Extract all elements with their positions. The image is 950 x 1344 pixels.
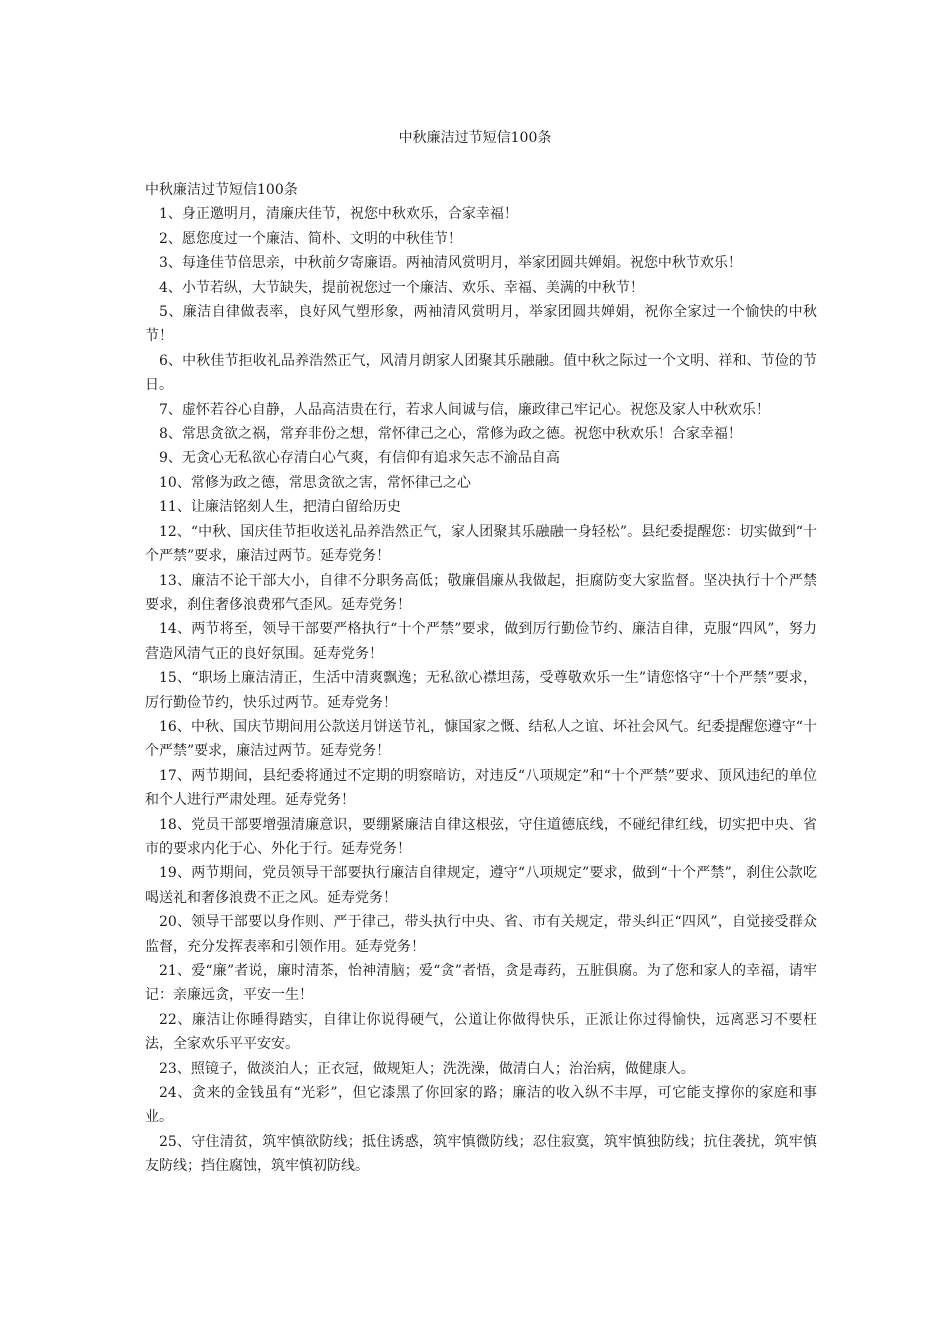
document-title: 中秋廉洁过节短信100条 (398, 130, 552, 146)
list-item: 4、小节若纵，大节缺失，提前祝您过一个廉洁、欢乐、幸福、美满的中秋节！ (159, 279, 644, 296)
list-item: 5、廉洁自律做表率，良好风气塑形象，两袖清风赏明月，举家团圆共婵娟，祝你全家过一个愉快的中秋节！ (145, 304, 817, 345)
list-item: 7、虚怀若谷心自静，人品高洁贵在行，若求人间诚与信，廉政律己牢记心。祝您及家人中秋欢乐！ (159, 401, 770, 418)
list-item: 3、每逢佳节倍思亲，中秋前夕寄廉语。两袖清风赏明月，举家团圆共婵娟。祝您中秋节欢乐！ (159, 255, 742, 272)
list-item: 23、照镜子，做淡泊人；正衣冠，做规矩人；洗洗澡，做清白人；治治病，做健康人。 (159, 1060, 695, 1077)
list-item: 16、中秋、国庆节期间用公款送月饼送节礼，慷国家之慨、结私人之谊、坏社会风气。纪委提醒您遵守“十个严禁”要求，廉洁过两节。延寿党务！ (145, 718, 817, 760)
list-item: 12、“中秋、国庆佳节拒收送礼品养浩然正气，家人团聚其乐融融一身轻松”。县纪委提醒您：切实做到“十个严禁”要求，廉洁过两节。延寿党务！ (145, 523, 817, 565)
message-list (145, 202, 817, 1178)
list-item: 19、两节期间，党员领导干部要执行廉洁自律规定，遵守“八项规定”要求，做到“十个严禁”，刹住公款吃喝送礼和奢侈浪费不正之风。延寿党务！ (145, 865, 817, 906)
section-heading: 中秋廉洁过节短信100条 (145, 182, 298, 198)
list-item: 22、廉洁让你睡得踏实，自律让你说得硬气，公道让你做得快乐，正派让你过得愉快，远离恶习不要枉法，全家欢乐平平安安。 (145, 1011, 817, 1053)
list-item: 21、爱“廉”者说，廉时清茶，怡神清脑；爱“贪”者悟，贪是毒药，五脏俱腐。为了您和家人的幸福，请牢记：亲廉远贪，平安一生！ (145, 963, 817, 1004)
list-item: 11、让廉洁铭刻人生，把清白留给历史 (159, 499, 401, 516)
list-item: 1、身正邀明月，清廉庆佳节，祝您中秋欢乐，合家幸福！ (159, 206, 518, 223)
list-item: 2、愿您度过一个廉洁、简朴、文明的中秋佳节！ (159, 230, 462, 247)
list-item: 9、无贪心无私欲心存清白心气爽，有信仰有追求矢志不渝品自高 (159, 450, 560, 467)
document-body (145, 178, 817, 1179)
list-item: 6、中秋佳节拒收礼品养浩然正气，风清月朗家人团聚其乐融融。值中秋之际过一个文明、祥和、节俭的节日。 (145, 352, 817, 394)
list-item: 20、领导干部要以身作则、严于律己，带头执行中央、省、市有关规定，带头纠正“四风”，自觉接受群众监督，充分发挥表率和引领作用。延寿党务！ (145, 914, 817, 955)
list-item: 18、党员干部要增强清廉意识，要绷紧廉洁自律这根弦，守住道德底线，不碰纪律红线，切实把中央、省市的要求内化于心、外化于行。延寿党务！ (145, 816, 817, 857)
list-item: 14、两节将至，领导干部要严格执行“十个严禁”要求，做到厉行勤俭节约、廉洁自律，克服“四风”，努力营造风清气正的良好氛围。延寿党务！ (145, 621, 817, 662)
list-item: 25、守住清贫，筑牢慎欲防线；抵住诱惑，筑牢慎微防线；忍住寂寞，筑牢慎独防线；抗住袭扰，筑牢慎友防线；挡住腐蚀，筑牢慎初防线。 (145, 1133, 817, 1175)
list-item: 24、贪来的金钱虽有“光彩”，但它漆黑了你回家的路；廉洁的收入纵不丰厚，可它能支撑你的家庭和事业。 (145, 1085, 817, 1126)
list-item: 8、常思贪欲之祸，常弃非份之想，常怀律己之心，常修为政之德。祝您中秋欢乐！合家幸福！ (159, 426, 742, 443)
list-item: 17、两节期间，县纪委将通过不定期的明察暗访，对违反“八项规定”和“十个严禁”要求、顶风违纪的单位和个人进行严肃处理。延寿党务！ (145, 767, 817, 809)
list-item: 15、“职场上廉洁清正，生活中清爽飘逸；无私欲心襟坦荡，受尊敬欢乐一生”请您恪守“十个严禁”要求，厉行勤俭节约，快乐过两节。延寿党务！ (145, 670, 817, 711)
list-item: 13、廉洁不论干部大小，自律不分职务高低；敬廉倡廉从我做起，拒腐防变大家监督。坚决执行十个严禁要求，刹住奢侈浪费邪气歪风。延寿党务！ (145, 572, 817, 613)
list-item: 10、常修为政之德，常思贪欲之害，常怀律己之心 (159, 474, 471, 491)
